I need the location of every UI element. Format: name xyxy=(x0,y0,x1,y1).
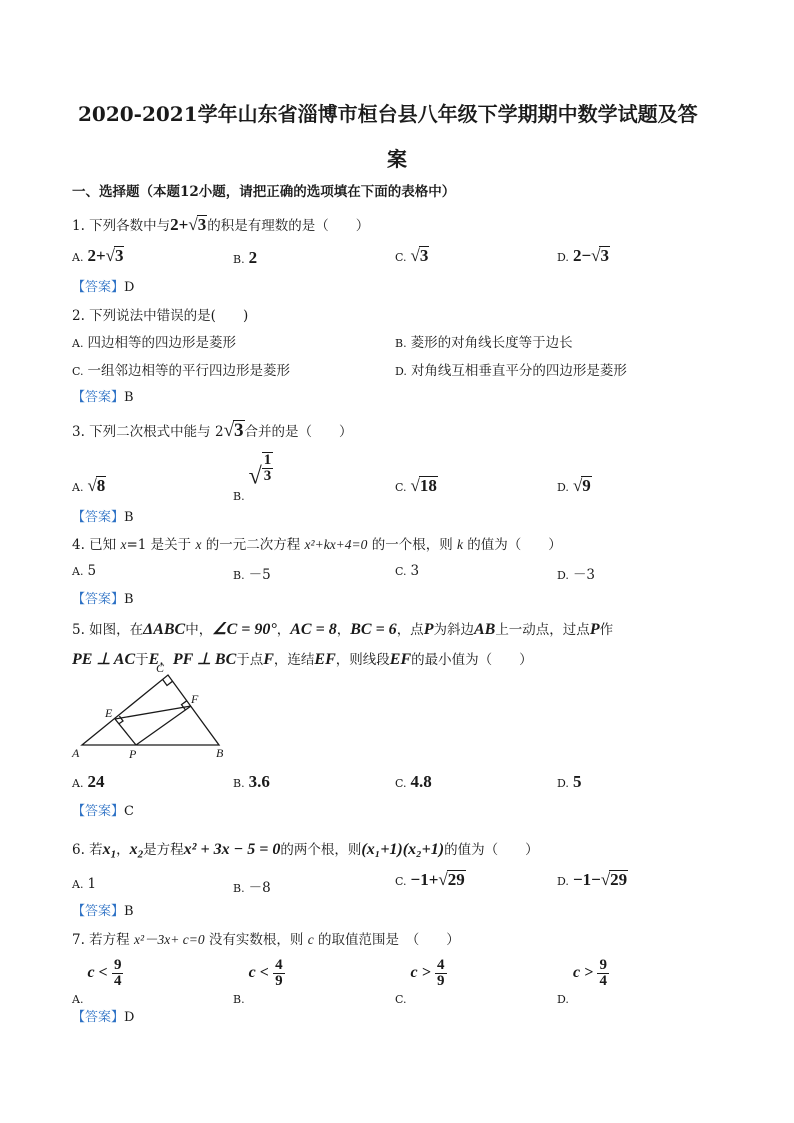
q3-option-a[interactable]: A. √8 xyxy=(72,476,106,495)
q3-option-d[interactable]: D. √9 xyxy=(557,476,591,495)
q4-option-c[interactable]: C. 3 xyxy=(395,563,420,579)
segment-ef xyxy=(115,706,191,719)
right-angle-f xyxy=(182,701,187,710)
q1-option-a[interactable]: A. 2+√3 xyxy=(72,246,124,265)
q5-option-a[interactable]: A. 24 xyxy=(72,772,105,791)
q2-answer: 【答案】B xyxy=(72,390,134,405)
q7-answer: 【答案】D xyxy=(72,1010,135,1025)
q1-answer: 【答案】D xyxy=(72,280,135,295)
q4-option-d[interactable]: D. －3 xyxy=(557,567,596,583)
q7-option-a[interactable]: $_{A.}$c < $\frac{9}{4}$ xyxy=(72,957,122,1006)
q2-option-a[interactable]: A. 四边相等的四边形是菱形 xyxy=(72,335,236,351)
q6-option-d[interactable]: D. −1−√29 xyxy=(557,870,628,889)
q3-answer: 【答案】B xyxy=(72,510,134,525)
q6-option-b[interactable]: B. －8 xyxy=(233,880,271,896)
q6-stem: 6. 若$x_1$，$x_2$是方程x² + 3x − 5 = 0的两个根，则(x₁+1)(x₂+1)的值为（ ） xyxy=(72,841,539,861)
q5-answer: 【答案】C xyxy=(72,804,134,819)
q1-option-d[interactable]: D. 2−√3 xyxy=(557,246,609,265)
q5-option-d[interactable]: D. 5 xyxy=(557,772,582,791)
doc-title-line2: 案 xyxy=(387,147,407,171)
q4-option-b[interactable]: B. －5 xyxy=(233,567,271,583)
q1-option-b[interactable]: B. 2 xyxy=(233,248,258,267)
label-b: B xyxy=(216,746,224,760)
q3-stem: 3. 下列二次根式中能与 2√3合并的是（ ） xyxy=(72,420,353,441)
q1-stem: 1. 下列各数中与2+√3的积是有理数的是（ ） xyxy=(72,215,370,234)
q2-option-d[interactable]: D. 对角线互相垂直平分的四边形是菱形 xyxy=(395,363,627,379)
segment-pf xyxy=(136,706,191,745)
q5-option-b[interactable]: B. 3.6 xyxy=(233,772,270,791)
label-p: P xyxy=(129,747,137,761)
q3-option-b[interactable]: $_{B.}$√ $\frac{1}{3}$ xyxy=(233,452,272,503)
q1-option-c[interactable]: C. √3 xyxy=(395,246,429,265)
q5-stem-line1: 5. 如图，在ΔABC中，∠C = 90°，AC = 8，BC = 6，点P为斜边AB上一动点，过点P作 xyxy=(72,621,614,638)
label-f: F xyxy=(191,692,199,706)
q6-option-a[interactable]: A. 1 xyxy=(72,876,97,892)
q1-radical: √3 xyxy=(188,215,207,234)
q3-option-c[interactable]: C. √18 xyxy=(395,476,437,495)
segment-pe xyxy=(115,719,136,745)
q4-stem: 4. 已知 x=1 是关于 x 的一元二次方程 x²+kx+4=0 的一个根，则 k 的值为（ ） xyxy=(72,537,562,553)
q1-expr: 2+ xyxy=(170,215,189,234)
q2-stem: 2. 下列说法中错误的是( ) xyxy=(72,308,249,324)
q2-option-c[interactable]: C. 一组邻边相等的平行四边形是菱形 xyxy=(72,363,291,379)
label-e: E xyxy=(105,706,113,720)
q5-triangle-figure xyxy=(66,662,246,762)
q7-option-c[interactable]: $_{C.}$c > $\frac{4}{9}$ xyxy=(395,957,445,1006)
q2-option-b[interactable]: B. 菱形的对角线长度等于边长 xyxy=(395,335,573,351)
q5-stem-line2: PE ⊥ AC于E，PF ⊥ BC于点F，连结EF，则线段EF的最小值为（ ） xyxy=(72,651,533,668)
section-heading: 一、选择题（本题12小题，请把正确的选项填在下面的表格中） xyxy=(72,184,456,200)
q6-answer: 【答案】B xyxy=(72,904,134,919)
doc-title-line1: 2020-2021学年山东省淄博市桓台县八年级下学期期中数学试题及答 xyxy=(78,102,698,126)
label-c: C xyxy=(156,662,165,675)
q4-answer: 【答案】B xyxy=(72,592,134,607)
q7-option-b[interactable]: $_{B.}$c < $\frac{4}{9}$ xyxy=(233,957,283,1006)
q7-option-d[interactable]: $_{D.}$c > $\frac{9}{4}$ xyxy=(557,957,607,1006)
label-a: A xyxy=(72,746,80,760)
q4-option-a[interactable]: A. 5 xyxy=(72,563,97,579)
q5-option-c[interactable]: C. 4.8 xyxy=(395,772,432,791)
q6-option-c[interactable]: C. −1+√29 xyxy=(395,870,465,889)
q7-stem: 7. 若方程 x²－3x+ c=0 没有实数根，则 c 的取值范围是 （ ） xyxy=(72,932,460,948)
